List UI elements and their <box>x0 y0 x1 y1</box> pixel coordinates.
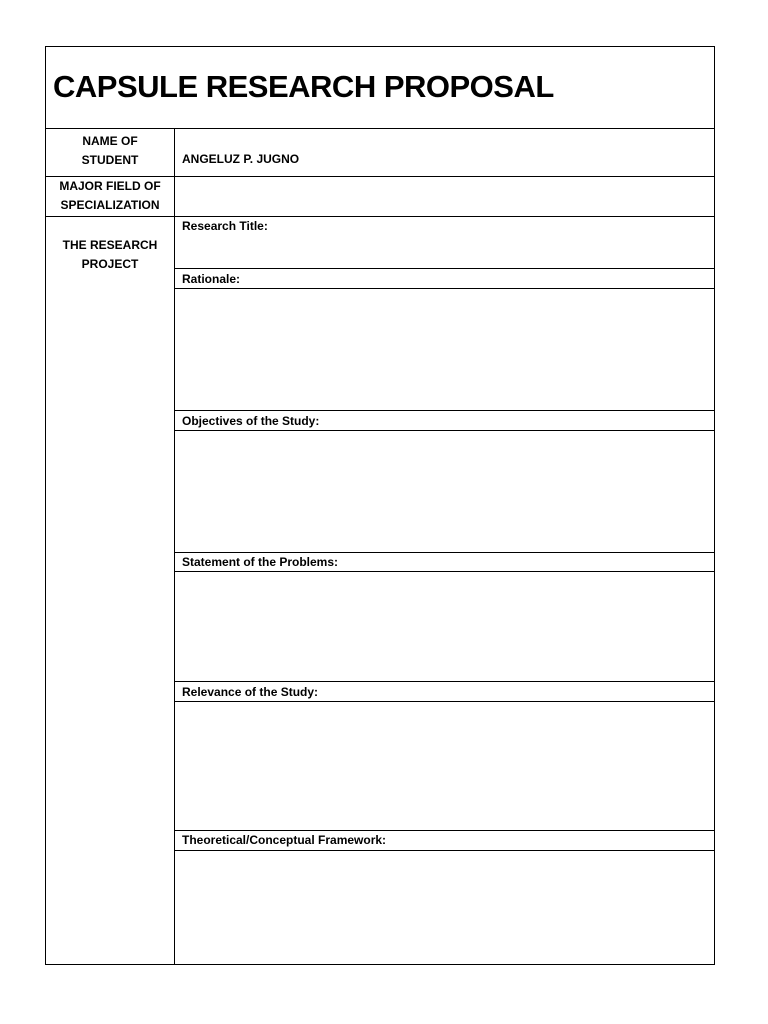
name-label-line: NAME OF <box>82 134 138 148</box>
major-label-line: MAJOR FIELD OF <box>59 179 161 193</box>
project-label-line: PROJECT <box>81 257 139 271</box>
title-row <box>46 47 714 129</box>
research-title-label: Research Title: <box>182 219 268 233</box>
problems-label: Statement of the Problems: <box>182 555 339 569</box>
objectives-label: Objectives of the Study: <box>182 414 320 428</box>
row-divider <box>174 410 714 411</box>
row-divider <box>174 830 714 831</box>
problems-field[interactable] <box>175 572 714 681</box>
row-divider <box>174 681 714 682</box>
proposal-form <box>45 46 715 965</box>
document-title: CAPSULE RESEARCH PROPOSAL <box>53 69 554 104</box>
framework-field[interactable] <box>175 851 714 964</box>
row-divider <box>174 268 714 269</box>
relevance-label: Relevance of the Study: <box>182 685 319 699</box>
major-field-input[interactable] <box>175 177 714 216</box>
major-label <box>46 177 174 215</box>
rationale-label: Rationale: <box>182 272 241 286</box>
project-label-line: THE RESEARCH <box>62 238 158 252</box>
relevance-field[interactable] <box>175 702 714 830</box>
name-label-line: STUDENT <box>81 153 139 167</box>
objectives-field[interactable] <box>175 431 714 552</box>
rationale-field[interactable] <box>175 289 714 410</box>
research-title-field[interactable] <box>175 235 714 268</box>
student-name-value[interactable]: ANGELUZ P. JUGNO <box>182 152 300 166</box>
framework-label: Theoretical/Conceptual Framework: <box>182 833 387 847</box>
row-divider <box>46 216 714 217</box>
major-label-line: SPECIALIZATION <box>60 198 160 212</box>
project-label <box>46 236 174 274</box>
name-label <box>46 132 174 170</box>
row-divider <box>174 552 714 553</box>
